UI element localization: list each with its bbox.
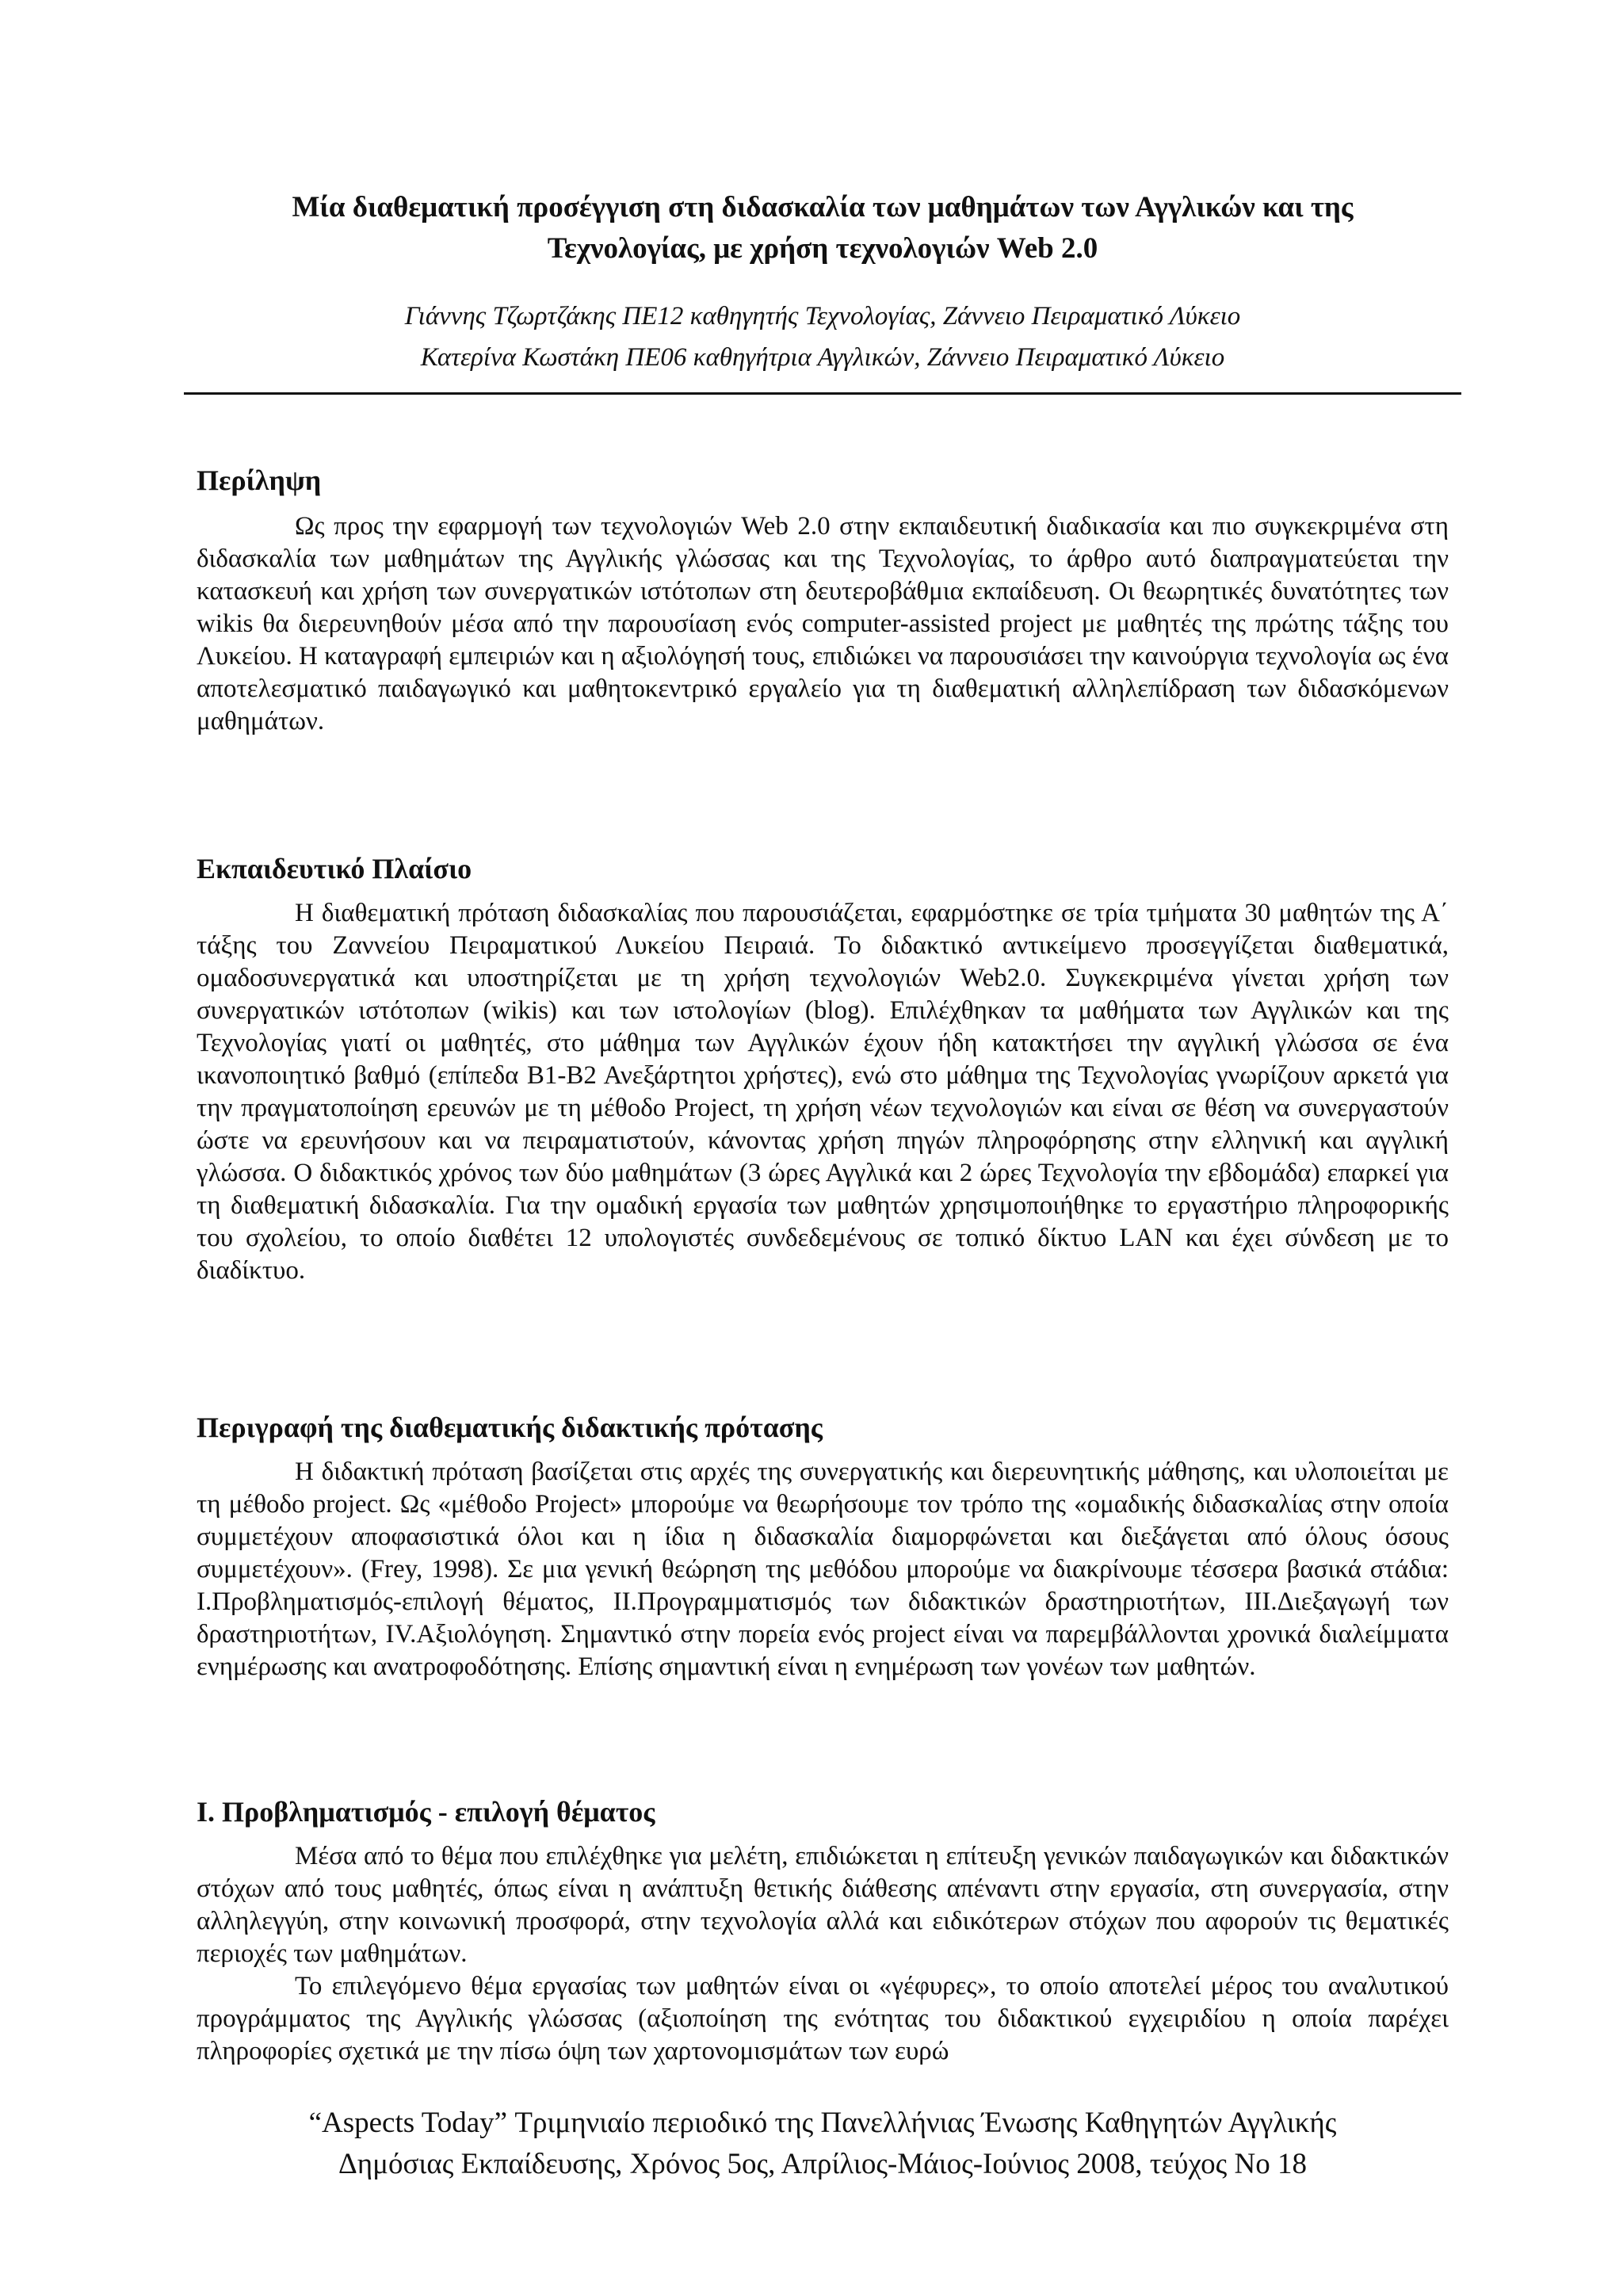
header-divider [184, 392, 1461, 395]
section-heading-proposal-description: Περιγραφή της διαθεματικής διδακτικής πρότασης [197, 1412, 823, 1443]
footer-line-2: Δημόσιας Εκπαίδευσης, Χρόνος 5ος, Απρίλιος-Μάιος-Ιούνιος 2008, τεύχος Νο 18 [338, 2148, 1307, 2180]
proposal-description-paragraph: Η διδακτική πρόταση βασίζεται στις αρχές της συνεργατικής και διερευνητικής μάθησης, και υλοποιείται με τη μέθοδο project. Ως «μέθοδο Project» μπορούμε να θεωρήσουμε τον τρόπο της «ομαδικής διδασκαλίας στην οποία συμμετέχουν αποφασιστικά όλοι και η ίδια η διδασκαλία διαμορφώνεται και διεξάγεται από όλους όσους συμμετέχουν». (Frey, 1998). Σε μια γενική θεώρηση της μεθόδου μπορούμε να διακρίνουμε τέσσερα βασικά στάδια: Ι.Προβληματισμός-επιλογή θέματος, ΙΙ.Προγραμματισμός των διδακτικών δραστηριοτήτων, ΙΙΙ.Διεξαγωγή των δραστηριοτήτων, IV.Αξιολόγηση. Σημαντικό στην πορεία ενός project είναι να παρεμβάλλονται χρονικά διαλείμματα ενημέρωσης και ανατροφοδότησης. Επίσης σημαντική είναι η ενημέρωση των γονέων των μαθητών. [197, 1457, 1449, 1681]
paper-title-line-2: Τεχνολογίας, με χρήση τεχνολογιών Web 2.0 [547, 232, 1098, 265]
paper-title-line-1: Μία διαθεματική προσέγγιση στη διδασκαλία των μαθημάτων των Αγγλικών και της [292, 191, 1354, 223]
educational-context-paragraph: Η διαθεματική πρόταση διδασκαλίας που παρουσιάζεται, εφαρμόστηκε σε τρία τμήματα 30 μαθητών της Α΄ τάξης του Ζαννείου Πειραματικού Λυκείου Πειραιά. Το διδακτικό αντικείμενο προσεγγίζεται διαθεματικά, ομαδοσυνεργατικά και υποστηρίζεται με τη χρήση τεχνολογιών Web2.0. Συγκεκριμένα γίνεται χρήση των συνεργατικών ιστότοπων (wikis) και των ιστολογίων (blog). Επιλέχθηκαν τα μαθήματα των Αγγλικών και της Τεχνολογίας γιατί οι μαθητές, στο μάθημα των Αγγλικών έχουν ήδη κατακτήσει την αγγλική γλώσσα σε ένα ικανοποιητικό βαθμό (επίπεδα Β1-Β2 Ανεξάρτητοι χρήστες), ενώ στο μάθημα της Τεχνολογίας γνωρίζουν αρκετά για την πραγματοποίηση ερευνών με τη μέθοδο Project, τη χρήση νέων τεχνολογιών και είναι σε θέση να συνεργαστούν ώστε να ερευνήσουν και να πειραματιστούν, κάνοντας χρήση πηγών πληροφόρησης στην ελληνική και αγγλική γλώσσα. Ο διδακτικός χρόνος των δύο μαθημάτων (3 ώρες Αγγλικά και 2 ώρες Τεχνολογία την εβδομάδα) επαρκεί για τη διαθεματική διδασκαλία. Για την ομαδική εργασία των μαθητών χρησιμοποιήθηκε το εργαστήριο πληροφορικής του σχολείου, το οποίο διαθέτει 12 υπολογιστές συνδεδεμένους σε τοπικό δίκτυο LAN και έχει σύνδεση με το διαδίκτυο. [197, 899, 1449, 1285]
footer-line-1: “Aspects Today” Τριμηνιαίο περιοδικό της Πανελλήνιας Ένωσης Καθηγητών Αγγλικής [308, 2107, 1337, 2139]
abstract-paragraph: Ως προς την εφαρμογή των τεχνολογιών Web 2.0 στην εκπαιδευτική διαδικασία και πιο συγκεκριμένα στη διδασκαλία των μαθημάτων της Αγγλικής γλώσσας και της Τεχνολογίας, το άρθρο αυτό διαπραγματεύεται την κατασκευή και χρήση των συνεργατικών ιστότοπων στη δευτεροβάθμια εκπαίδευση. Οι θεωρητικές δυνατότητες των wikis θα διερευνηθούν μέσα από την παρουσίαση ενός computer-assisted project με μαθητές της πρώτης τάξης του Λυκείου. Η καταγραφή εμπειριών και η αξιολόγησή τους, επιδιώκει να παρουσιάσει την καινούργια τεχνολογία ως ένα αποτελεσματικό παιδαγωγικό και μαθητοκεντρικό εργαλείο για τη διαθεματική αλληλεπίδραση των διδασκόμενων μαθημάτων. [197, 512, 1449, 735]
author-line-1: Γιάννης Τζωρτζάκης ΠΕ12 καθηγητής Τεχνολογίας, Ζάννειο Πειραματικό Λύκειο [404, 302, 1241, 330]
paper-title [197, 187, 1449, 269]
section-heading-topic-selection: Ι. Προβληματισμός - επιλογή θέματος [197, 1796, 655, 1828]
section-proposal-description [197, 1407, 1449, 1683]
section-abstract [197, 460, 1449, 738]
section-heading-educational-context: Εκπαιδευτικό Πλαίσιο [197, 853, 472, 884]
section-topic-selection [197, 1791, 1449, 2068]
section-heading-abstract: Περίληψη [197, 464, 322, 496]
journal-footer [197, 2103, 1449, 2185]
author-affiliations [197, 296, 1449, 378]
topic-selection-paragraph-1: Μέσα από το θέμα που επιλέχθηκε για μελέτη, επιδιώκεται η επίτευξη γενικών παιδαγωγικών και διδακτικών στόχων από τους μαθητές, όπως είναι η ανάπτυξη θετικής διάθεσης απέναντι στην εργασία, στη συνεργασία, στην αλληλεγγύη, στην κοινωνική προσφορά, στην τεχνολογία αλλά και ειδικότερων στόχων που αφορούν τις θεματικές περιοχές των μαθημάτων. [197, 1842, 1449, 1968]
author-line-2: Κατερίνα Κωστάκη ΠΕ06 καθηγήτρια Αγγλικών, Ζάννειο Πειραματικό Λύκειο [420, 343, 1225, 372]
topic-selection-paragraph-2: Το επιλεγόμενο θέμα εργασίας των μαθητών είναι οι «γέφυρες», το οποίο αποτελεί μέρος του αναλυτικού προγράμματος της Αγγλικής γλώσσας (αξιοποίηση της ενότητας του διδακτικού εγχειριδίου η οποία παρέχει πληροφορίες σχετικά με την πίσω όψη των χαρτονομισμάτων των ευρώ [197, 1972, 1449, 2065]
section-educational-context [197, 848, 1449, 1287]
